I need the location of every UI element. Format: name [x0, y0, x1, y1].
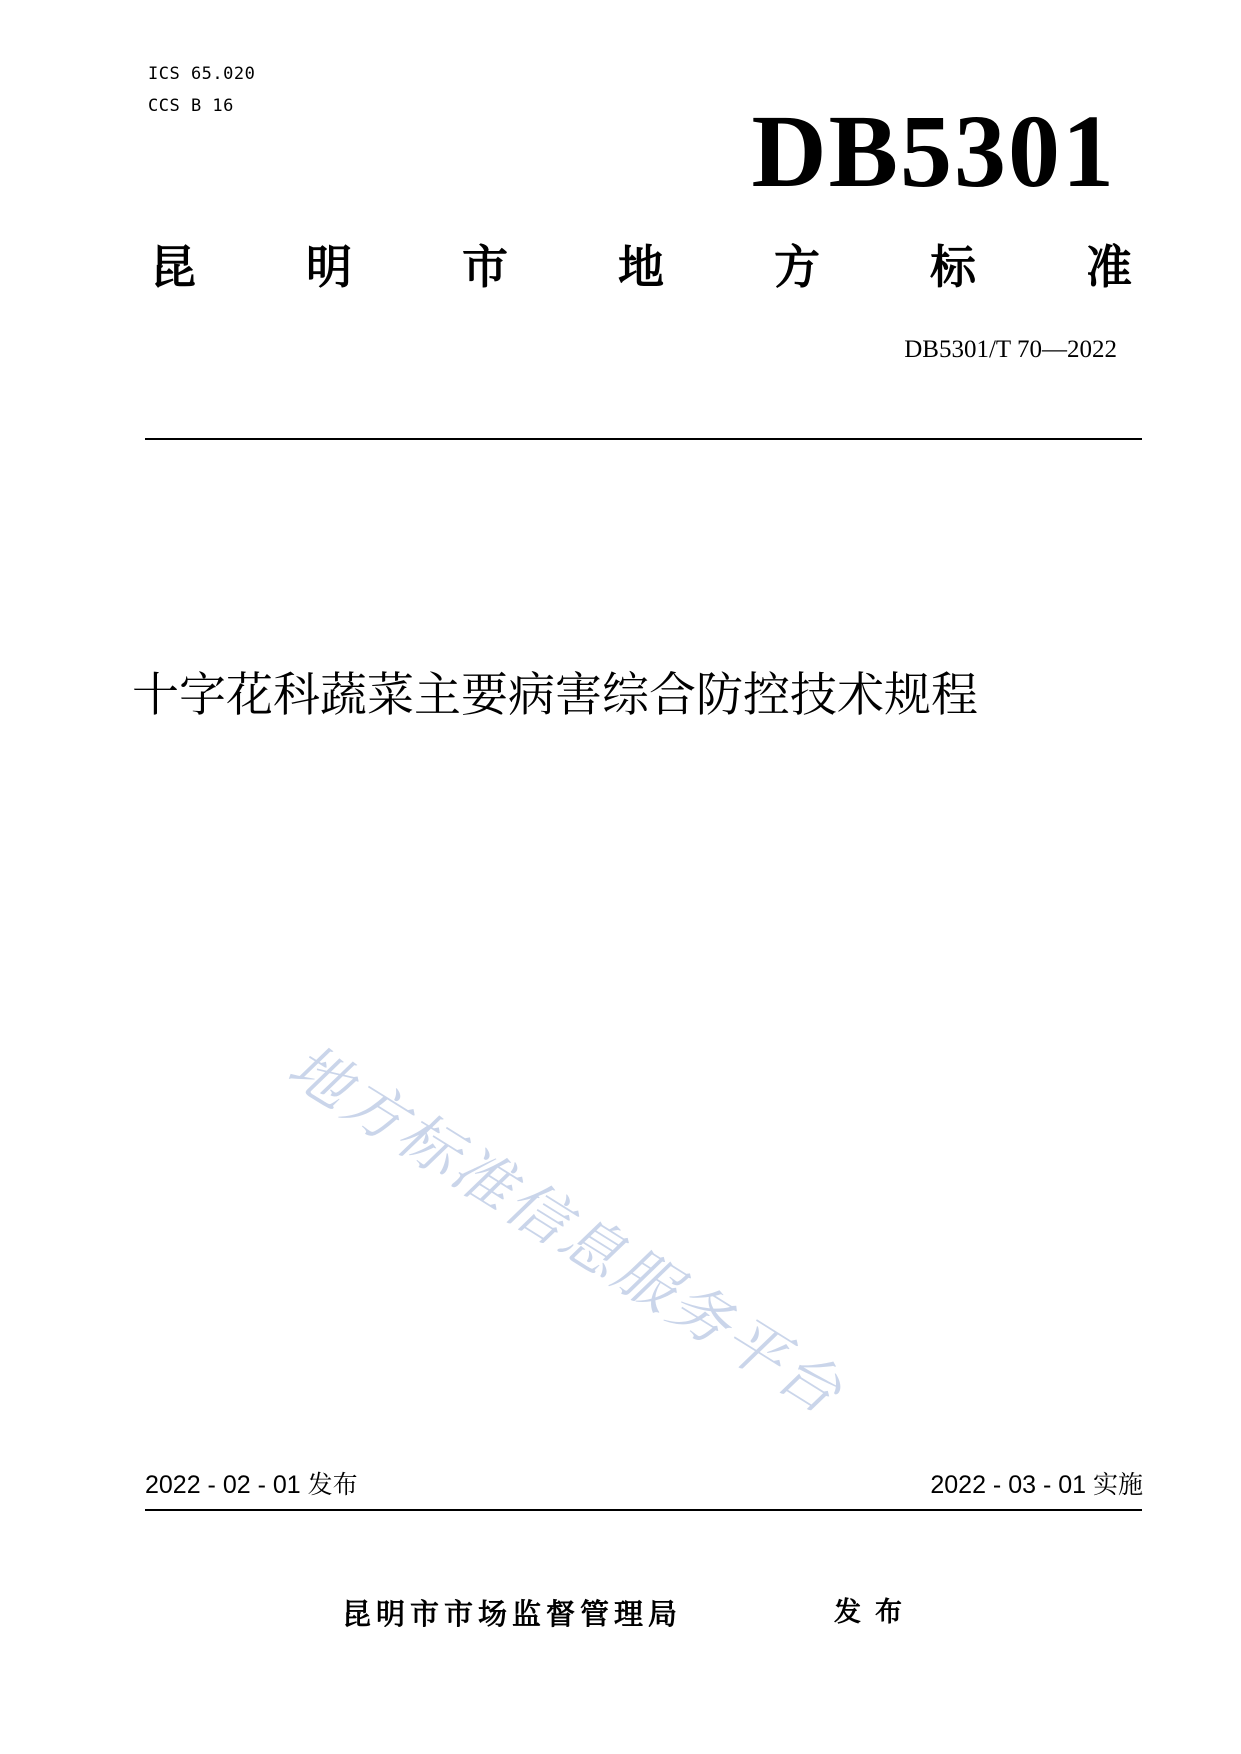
standard-type-heading [150, 240, 1132, 294]
ccs-code: CCS B 16 [148, 96, 234, 116]
publish-date: 2022 - 02 - 01 发布 [145, 1471, 358, 1499]
document-title: 十字花科蔬菜主要病害综合防控技术规程 [132, 668, 978, 723]
standard-type-char: 准 [1086, 240, 1132, 294]
top-divider [145, 438, 1142, 440]
standard-type-char: 方 [774, 240, 820, 294]
watermark: 地方标准信息服务平台 [276, 1031, 856, 1430]
standard-type-char: 标 [930, 240, 976, 294]
ics-code: ICS 65.020 [148, 64, 256, 84]
bottom-divider [145, 1509, 1142, 1511]
standard-type-char: 明 [306, 240, 352, 294]
standard-code-logo: DB5301 [751, 94, 1116, 209]
implement-date: 2022 - 03 - 01 实施 [930, 1471, 1143, 1499]
issuing-authority: 昆明市市场监督管理局 [342, 1597, 683, 1631]
standard-type-char: 市 [462, 240, 508, 294]
issue-label: 发布 [834, 1597, 916, 1628]
standard-number: DB5301/T 70—2022 [904, 336, 1117, 363]
standard-type-char: 地 [618, 240, 664, 294]
standard-type-char: 昆 [150, 240, 196, 294]
date-row [145, 1473, 1143, 1498]
